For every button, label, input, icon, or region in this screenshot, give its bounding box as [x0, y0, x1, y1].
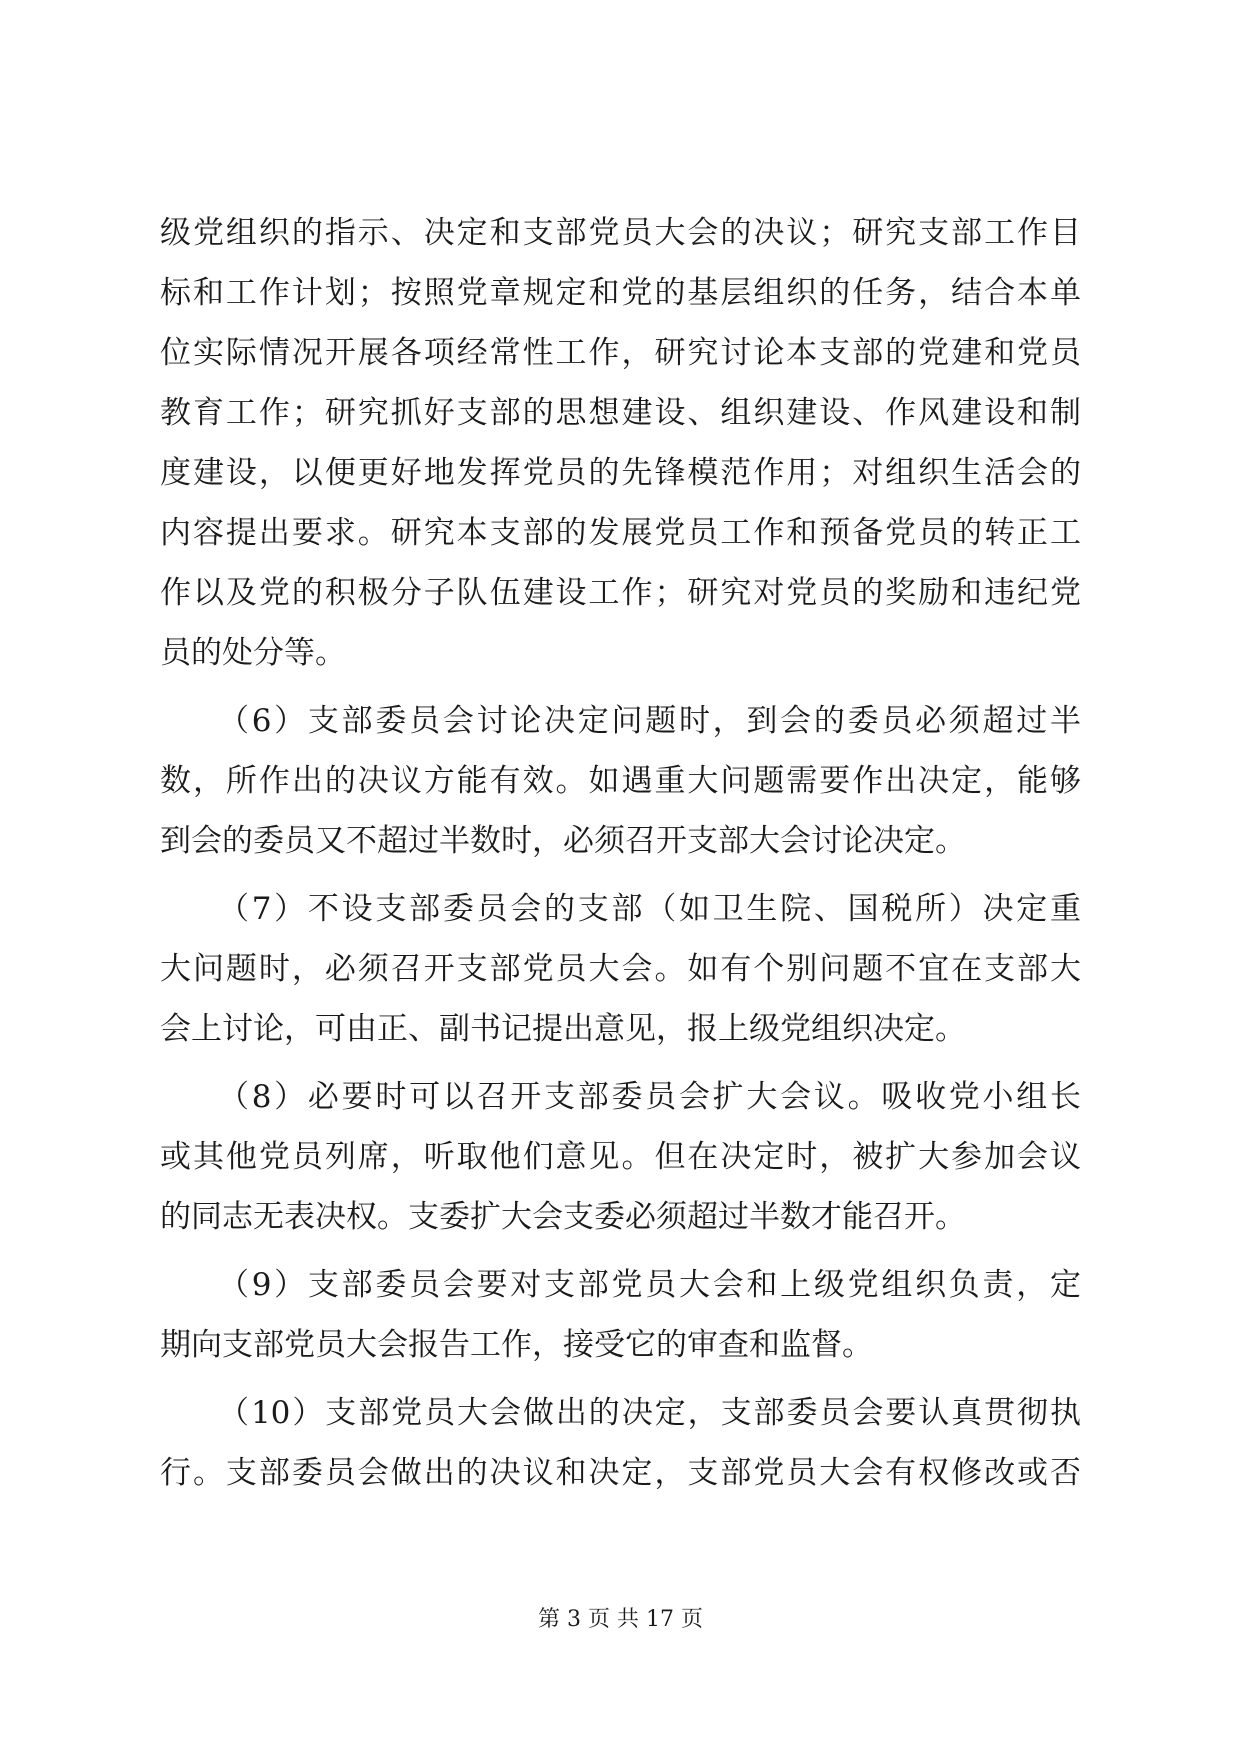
body-line: 位实际情况开展各项经常性工作，研究讨论本支部的党建和党员 — [160, 335, 1081, 371]
body-line: 级党组织的指示、决定和支部党员大会的决议；研究支部工作目 — [160, 215, 1081, 251]
paragraph-6-line: （6）支部委员会讨论决定问题时，到会的委员必须超过半 — [218, 703, 1081, 739]
paragraph-7-line: （7）不设支部委员会的支部（如卫生院、国税所）决定重 — [218, 891, 1081, 927]
paragraph-9-line: （9）支部委员会要对支部党员大会和上级党组织负责，定 — [218, 1267, 1081, 1303]
body-line: 员的处分等。 — [160, 635, 346, 671]
body-line: 标和工作计划；按照党章规定和党的基层组织的任务，结合本单 — [160, 275, 1081, 311]
body-line: 作以及党的积极分子队伍建设工作；研究对党员的奖励和违纪党 — [160, 575, 1081, 611]
page-number-footer: 第 3 页 共 17 页 — [538, 1607, 703, 1632]
paragraph-8-line: （8）必要时可以召开支部委员会扩大会议。吸收党小组长 — [218, 1079, 1081, 1115]
body-line: 的同志无表决权。支委扩大会支委必须超过半数才能召开。 — [160, 1199, 966, 1235]
body-line: 数，所作出的决议方能有效。如遇重大问题需要作出决定，能够 — [160, 763, 1081, 799]
body-line: 或其他党员列席，听取他们意见。但在决定时，被扩大参加会议 — [160, 1139, 1081, 1175]
body-line: 度建设，以便更好地发挥党员的先锋模范作用；对组织生活会的 — [160, 455, 1081, 491]
body-line: 内容提出要求。研究本支部的发展党员工作和预备党员的转正工 — [160, 515, 1081, 551]
body-line: 期向支部党员大会报告工作，接受它的审查和监督。 — [160, 1327, 873, 1363]
body-line: 到会的委员又不超过半数时，必须召开支部大会讨论决定。 — [160, 823, 966, 859]
paragraph-10-line: （10）支部党员大会做出的决定，支部委员会要认真贯彻执 — [218, 1395, 1081, 1431]
body-line: 大问题时，必须召开支部党员大会。如有个别问题不宜在支部大 — [160, 951, 1081, 987]
body-line: 会上讨论，可由正、副书记提出意见，报上级党组织决定。 — [160, 1011, 966, 1047]
body-line: 教育工作；研究抓好支部的思想建设、组织建设、作风建设和制 — [160, 395, 1081, 431]
body-line: 行。支部委员会做出的决议和决定，支部党员大会有权修改或否 — [160, 1455, 1081, 1491]
